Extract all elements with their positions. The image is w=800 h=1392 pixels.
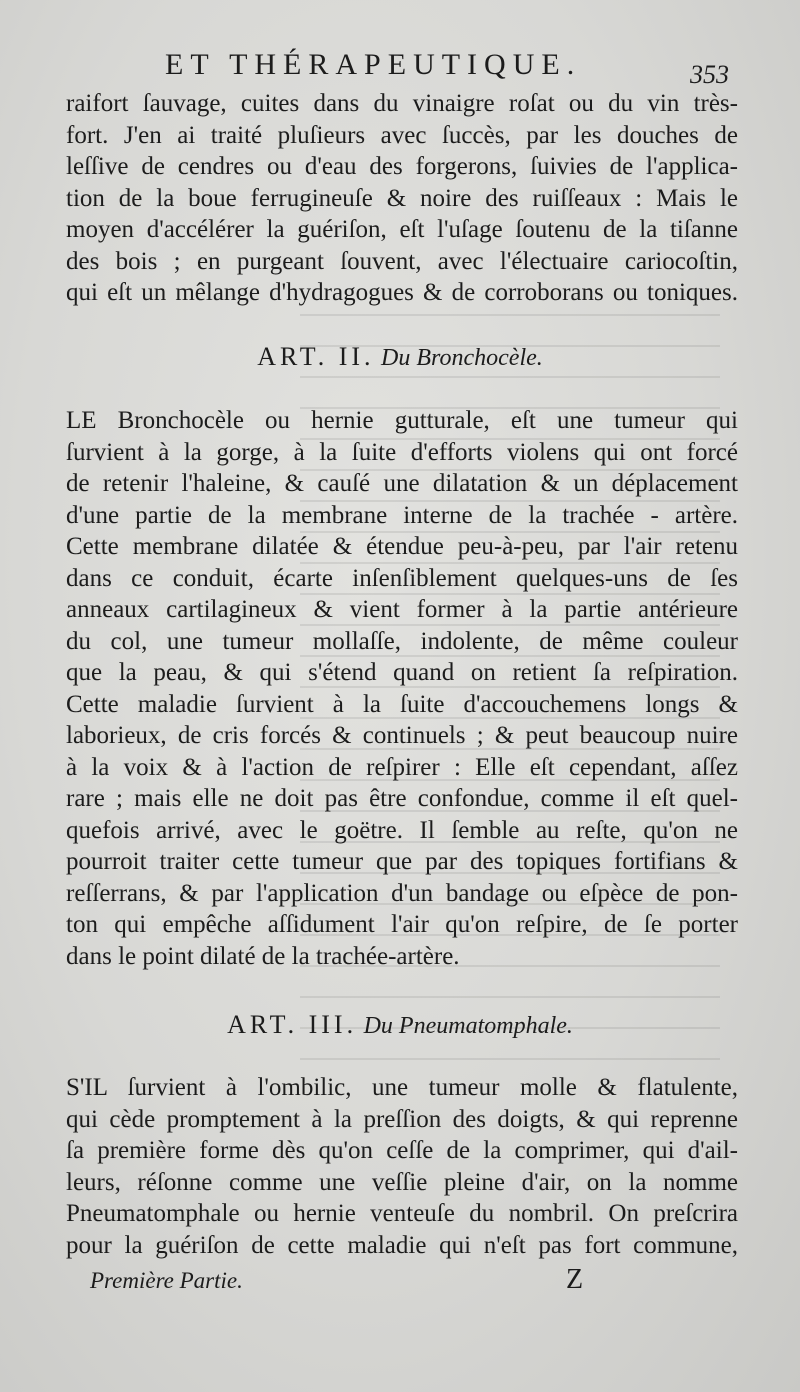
text-line: leſſive de cendres ou d'eau des forgerons, ſuivies de l'applica- [66, 153, 738, 180]
text-line: que la peau, & qui s'étend quand on retient ſa reſpiration. [66, 659, 738, 686]
text-line: de retenir l'haleine, & cauſé une dilatation & un déplacement [66, 470, 738, 497]
text-line: pour la guériſon de cette maladie qui n'eſt pas fort commune, [66, 1231, 738, 1259]
text-line: à la voix & à l'action de reſpirer : Elle eſt cependant, aſſez [66, 753, 738, 781]
text-line: tion de la boue ferrugineuſe & noire des ruiſſeaux : Mais le [66, 184, 738, 212]
text-line: qui cède promptement à la preſſion des doigts, & qui reprenne [66, 1105, 738, 1133]
section-heading-iii [0, 1010, 800, 1040]
text-line: fort. J'en ai traité pluſieurs avec ſuccès, par les douches de [66, 121, 738, 149]
page-header [0, 44, 800, 88]
page-number: 353 [690, 60, 729, 89]
article-topic: Du Bronchocèle. [381, 345, 543, 371]
text-line: rare ; mais elle ne doit pas être confondue, comme il eſt quel- [66, 785, 738, 812]
text-line: pourroit traiter cette tumeur que par des topiques fortifians & [66, 848, 738, 875]
section-heading-ii [0, 342, 800, 372]
text-line: Cette membrane dilatée & étendue peu-à-peu, par l'air retenu [66, 533, 738, 560]
text-line: moyen d'accélérer la guériſon, eſt l'uſage ſoutenu de la tiſanne [66, 216, 738, 243]
text-line: LE Bronchocèle ou hernie gutturale, eſt une tumeur qui [66, 407, 738, 434]
printer-signature: Première Partie. [90, 1268, 243, 1293]
text-line: des bois ; en purgeant ſouvent, avec l'électuaire cariocoſtin, [66, 247, 738, 275]
article-topic: Du Pneumatomphale. [363, 1013, 573, 1039]
text-line: Pneumatomphale ou hernie venteuſe du nombril. On preſcrira [66, 1200, 738, 1227]
text-line: raifort ſauvage, cuites dans du vinaigre roſat ou du vin très- [66, 90, 738, 117]
paragraph-1 [66, 88, 738, 309]
text-line: ton qui empêche aſſidument l'air qu'on reſpire, de ſe porter [66, 911, 738, 938]
text-line: dans ce conduit, écarte inſenſiblement quelques-uns de ſes [66, 564, 738, 592]
paragraph-3 [66, 1072, 738, 1261]
text-line: d'une partie de la membrane interne de la trachée - artère. [66, 501, 738, 529]
text-line: Cette maladie ſurvient à la ſuite d'accouchemens longs & [66, 690, 738, 718]
text-line: laborieux, de cris forcés & continuels ; & peut beaucoup nuire [66, 722, 738, 749]
text-line: ſurvient à la gorge, à la ſuite d'efforts violens qui ont forcé [66, 438, 738, 466]
text-line: S'IL ſurvient à l'ombilic, une tumeur molle & flatulente, [66, 1074, 738, 1101]
text-line: anneaux cartilagineux & vient former à la partie antérieure [66, 596, 738, 623]
text-line: quefois arrivé, avec le goëtre. Il ſemble au reſte, qu'on ne [66, 816, 738, 844]
paragraph-2 [66, 405, 738, 972]
signature-mark: Z [566, 1264, 584, 1295]
text-line: leurs, réſonne comme une veſſie pleine d'air, on la nomme [66, 1168, 738, 1196]
text-line: reſſerrans, & par l'application d'un bandage ou eſpèce de pon- [66, 879, 738, 907]
text-line: du col, une tumeur mollaſſe, indolente, de même couleur [66, 627, 738, 655]
text-line: dans le point dilaté de la trachée-artère. [66, 942, 460, 970]
text-line: ſa première forme dès qu'on ceſſe de la comprimer, qui d'ail- [66, 1137, 738, 1164]
article-number: ART. II. [257, 342, 375, 371]
article-number: ART. III. [227, 1010, 358, 1039]
running-title: ET THÉRAPEUTIQUE. [165, 48, 582, 81]
page-footer [0, 1264, 800, 1304]
text-line: qui eſt un mêlange d'hydragogues & de corroborans ou toniques. [66, 279, 738, 306]
